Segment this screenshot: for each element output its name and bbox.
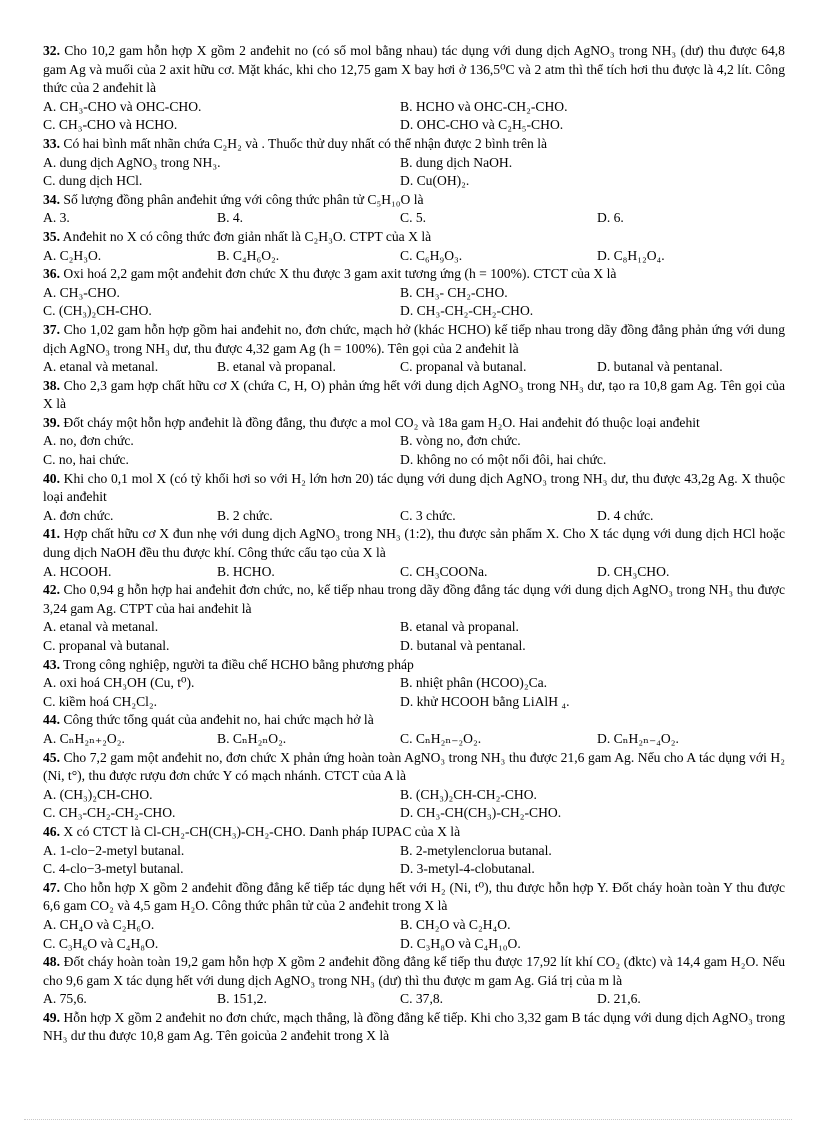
answer-option: D. 3-metyl-4-clobutanal. [400,861,535,877]
answer-option: D. CH₃-CH(CH₃)-CH₂-CHO. [400,805,562,821]
question-stem [43,1009,785,1046]
question-44 [43,711,785,748]
question-49 [43,1009,785,1046]
answer-option: B. CH₃- CH₂-CHO. [400,284,508,300]
answer-option: D. OHC-CHO và C₂H₅-CHO. [400,117,564,133]
answer-option: B. etanal và propanal. [217,359,336,375]
answer-option: B. HCHO và OHC-CH₂-CHO. [400,98,568,114]
question-stem [43,749,785,786]
question-number: 45. [43,749,60,765]
question-number: 36. [43,266,60,282]
answer-option: D. khử HCOOH bằng LiAlH ₄. [400,693,570,709]
option-row [43,935,785,954]
question-stem [43,321,785,358]
answer-option: A. đơn chức. [43,507,114,523]
answer-option: A. no, đơn chức. [43,433,134,449]
question-text: Đốt cháy một hỗn hợp anđehit là đồng đẳng, thu được a mol CO₂ và 18a gam H₂O. Hai anđehit đó thuộc loại anđehit [63,414,700,430]
question-number: 46. [43,823,60,839]
question-number: 35. [43,228,60,244]
option-row [43,842,785,861]
option-row [43,804,785,823]
answer-option: B. C₄H₆O₂. [217,247,280,263]
question-42 [43,581,785,655]
question-text: Cho 2,3 gam hợp chất hữu cơ X (chứa C, H, O) phản ứng hết với dung dịch AgNO₃ trong NH₃ dư, tạo ra 10,8 gam Ag. Tên gọi của X là [43,377,786,412]
question-text: Cho hỗn hợp X gồm 2 anđehit đồng đẳng kế tiếp tác dụng hết với H₂ (Ni, t⁰), thu được hỗn hợp Y. Đốt cháy hoàn toàn Y thu được 6,6 gam CO₂ và 4,5 gam H₂O. Công thức phân tử của 2 anđehit trong X là [43,879,785,914]
answer-option: B. CH₂O và C₂H₄O. [400,916,511,932]
question-text: Anđehit no X có công thức đơn giản nhất là C₂H₃O. CTPT của X là [62,228,432,244]
answer-option: B. (CH₃)₂CH-CH₂-CHO. [400,786,537,802]
answer-option: D. butanal và pentanal. [597,359,723,375]
question-38 [43,377,785,414]
answer-option: A. CₙH₂ₙ₊₂O₂. [43,730,125,746]
answer-option: C. propanal và butanal. [400,359,527,375]
question-stem [43,953,785,990]
option-row [43,358,785,377]
question-number: 43. [43,656,60,672]
question-number: 42. [43,582,60,598]
option-row [43,284,785,303]
answer-option: C. CₙH₂ₙ₋₂O₂. [400,730,482,746]
answer-option: B. HCHO. [217,563,275,579]
answer-option: D. butanal và pentanal. [400,638,526,653]
option-row [43,432,785,451]
question-stem [43,656,785,675]
option-row [43,172,785,191]
question-text: Đốt cháy hoàn toàn 19,2 gam hỗn hợp X gồm 2 anđehit đồng đẳng kế tiếp thu được 17,92 lít khí CO₂ (đktc) và 14,4 gam H₂O. Nếu cho 9,6 gam X tác dụng hết với dung dịch AgNO₃ trong NH₃ (dư) thì thu được m gam Ag. Giá trị của m là [43,954,785,988]
answer-option: C. (CH₃)₂CH-CHO. [43,303,152,319]
option-row [43,302,785,321]
question-number: 49. [43,1009,60,1025]
answer-option: D. không no có một nối đôi, hai chức. [400,452,607,468]
question-34 [43,191,785,228]
option-row [43,507,785,526]
question-stem [43,377,785,414]
answer-option: C. CH₃-CH₂-CH₂-CHO. [43,805,176,821]
answer-option: D. CₙH₂ₙ₋₄O₂. [597,730,679,746]
option-row [43,990,785,1009]
answer-option: D. CH₃-CH₂-CH₂-CHO. [400,303,534,319]
question-stem [43,581,785,618]
answer-option: B. 2 chức. [217,507,273,523]
question-43 [43,656,785,712]
answer-option: B. 2-metylenclorua butanal. [400,842,552,858]
question-text: Có hai bình mất nhãn chứa C₂H₂ và . Thuốc thử duy nhất có thể nhận được 2 bình trên là [63,135,548,151]
question-text: X có CTCT là Cl-CH₂-CH(CH₃)-CH₂-CHO. Danh pháp IUPAC của X là [63,823,461,839]
answer-option: C. 37,8. [400,991,444,1007]
question-number: 41. [43,526,60,542]
answer-option: D. 21,6. [597,991,641,1007]
question-number: 34. [43,191,60,207]
answer-option: C. C₃H₆O và C₄H₈O. [43,935,159,951]
answer-option: C. propanal và butanal. [43,638,170,653]
answer-option: D. 6. [597,210,624,226]
option-row [43,451,785,470]
answer-option: C. 5. [400,210,427,226]
question-text: Công thức tổng quát của anđehit no, hai chức mạch hở là [63,712,374,728]
answer-option: A. etanal và metanal. [43,619,159,635]
answer-option: C. C₆H₉O₃. [400,247,463,263]
question-stem [43,228,785,247]
option-row [43,693,785,712]
question-text: Cho 1,02 gam hỗn hợp gồm hai anđehit no, đơn chức, mạch hở (khác HCHO) kế tiếp nhau trong dãy đồng đẳng phản ứng với dung dịch AgNO₃ trong NH₃ dư, thu được 4,32 gam Ag (h = 100%). Tên gọi của 2 anđehit là [43,321,785,356]
question-32 [43,42,785,135]
answer-option: C. CH₃COONa. [400,563,488,579]
answer-option: C. kiềm hoá CH₂Cl₂. [43,693,158,709]
question-35 [43,228,785,265]
answer-option: A. (CH₃)₂CH-CHO. [43,786,153,802]
answer-option: A. 75,6. [43,991,87,1007]
question-47 [43,879,785,953]
question-text: Khi cho 0,1 mol X (có tỷ khối hơi so với H₂ lớn hơn 20) tác dụng với dung dịch AgNO₃ trong NH₃ dư, thu được 43,2g Ag. X thuộc loại anđehit [43,470,785,505]
question-stem [43,711,785,730]
answer-option: C. no, hai chức. [43,452,129,468]
question-40 [43,470,785,526]
question-36 [43,265,785,321]
option-row [43,916,785,935]
question-text: Trong công nghiệp, người ta điều chế HCHO bằng phương pháp [63,656,414,672]
question-number: 32. [43,43,60,58]
answer-option: C. 4-clo−3-metyl butanal. [43,861,184,877]
option-row [43,563,785,582]
answer-option: C. dung dịch HCl. [43,173,143,189]
option-row [43,674,785,693]
question-stem [43,823,785,842]
question-stem [43,135,785,154]
answer-option: D. 4 chức. [597,507,654,523]
question-stem [43,265,785,284]
answer-option: B. 151,2. [217,991,267,1007]
question-sheet [43,42,785,1046]
question-stem [43,42,785,98]
question-stem [43,470,785,507]
question-number: 39. [43,414,60,430]
question-39 [43,414,785,470]
question-48 [43,953,785,1009]
answer-option: A. HCOOH. [43,563,112,579]
question-text: Số lượng đồng phân anđehit ứng với công thức phân tử C₅H₁₀O là [63,191,424,207]
option-row [43,860,785,879]
answer-option: A. 3. [43,210,70,226]
question-number: 40. [43,470,60,486]
answer-option: D. C₃H₈O và C₄H₁₀O. [400,935,521,951]
question-46 [43,823,785,879]
answer-option: A. etanal và metanal. [43,359,159,375]
answer-option: D. C₈H₁₂O₄. [597,247,665,263]
question-text: Cho 10,2 gam hỗn hợp X gồm 2 anđehit no (có số mol bằng nhau) tác dụng với dung dịch AgNO₃ trong NH₃ (dư) thu được 64,8 gam Ag và muối của 2 axit hữu cơ. Mặt khác, khi cho 12,75 gam X bay hơi ở 136,5⁰C và 2 atm thì thể tích hơi thu được là 4,2 lít. Công thức của 2 anđehit là [43,43,785,96]
question-stem [43,525,785,562]
question-number: 47. [43,879,60,895]
question-number: 48. [43,954,60,970]
answer-option: C. CH₃-CHO và HCHO. [43,117,178,133]
answer-option: A. CH₄O và C₂H₆O. [43,916,155,932]
option-row [43,730,785,749]
option-row [43,154,785,173]
question-number: 44. [43,712,60,728]
option-row [43,637,785,656]
answer-option: D. CH₃CHO. [597,563,670,579]
question-text: Hỗn hợp X gồm 2 anđehit no đơn chức, mạch thẳng, là đồng đẳng kế tiếp. Khi cho 3,32 gam B tác dụng với dung dịch AgNO₃ trong NH₃ dư thu được 10,8 gam Ag. Tên goicủa 2 anđehit trong X là [43,1009,785,1044]
question-33 [43,135,785,191]
option-row [43,116,785,135]
question-text: Hợp chất hữu cơ X đun nhẹ với dung dịch AgNO₃ trong NH₃ (1:2), thu được sản phẩm X. Cho X tác dụng với dung dịch HCl hoặc dung dịch NaOH đều thu được khí. Công thức cấu tạo của X là [43,526,785,561]
question-41 [43,525,785,581]
answer-option: D. Cu(OH)₂. [400,173,470,189]
question-number: 37. [43,321,60,337]
answer-option: A. CH₃-CHO và OHC-CHO. [43,98,202,114]
answer-option: C. 3 chức. [400,507,456,523]
option-row [43,247,785,266]
answer-option: A. 1-clo−2-metyl butanal. [43,842,185,858]
answer-option: B. nhiệt phân (HCOO)₂Ca. [400,675,548,691]
question-text: Cho 7,2 gam một anđehit no, đơn chức X phản ứng hoàn toàn AgNO₃ trong NH₃ thu được 21,6 gam Ag. Nếu cho A tác dụng với H₂ (Ni, t°), thu được rượu đơn chức Y có mạch nhánh. CTCT của A là [43,749,785,784]
answer-option: A. C₂H₃O. [43,247,102,263]
question-text: Cho 0,94 g hỗn hợp hai anđehit đơn chức, no, kế tiếp nhau trong dãy đồng đẳng tác dụng với dung dịch AgNO₃ trong NH₃ thu được 3,24 gam Ag. CTPT của hai anđehit là [43,582,785,616]
answer-option: A. CH₃-CHO. [43,284,120,300]
question-45 [43,749,785,823]
answer-option: B. CₙH₂ₙO₂. [217,730,287,746]
question-stem [43,191,785,210]
option-row [43,618,785,637]
answer-option: A. oxi hoá CH₃OH (Cu, t⁰). [43,675,195,691]
question-stem [43,414,785,433]
option-row [43,98,785,117]
question-stem [43,879,785,916]
question-number: 38. [43,377,60,393]
answer-option: B. 4. [217,210,244,226]
answer-option: B. etanal và propanal. [400,619,519,635]
answer-option: B. dung dịch NaOH. [400,154,513,170]
answer-option: A. dung dịch AgNO₃ trong NH₃. [43,154,221,170]
answer-option: B. vòng no, đơn chức. [400,433,521,449]
page-bottom-rule [24,1119,792,1120]
option-row [43,209,785,228]
question-37 [43,321,785,377]
question-text: Oxi hoá 2,2 gam một anđehit đơn chức X thu được 3 gam axit tương ứng (h = 100%). CTCT của X là [63,266,617,282]
question-number: 33. [43,135,60,151]
option-row [43,786,785,805]
